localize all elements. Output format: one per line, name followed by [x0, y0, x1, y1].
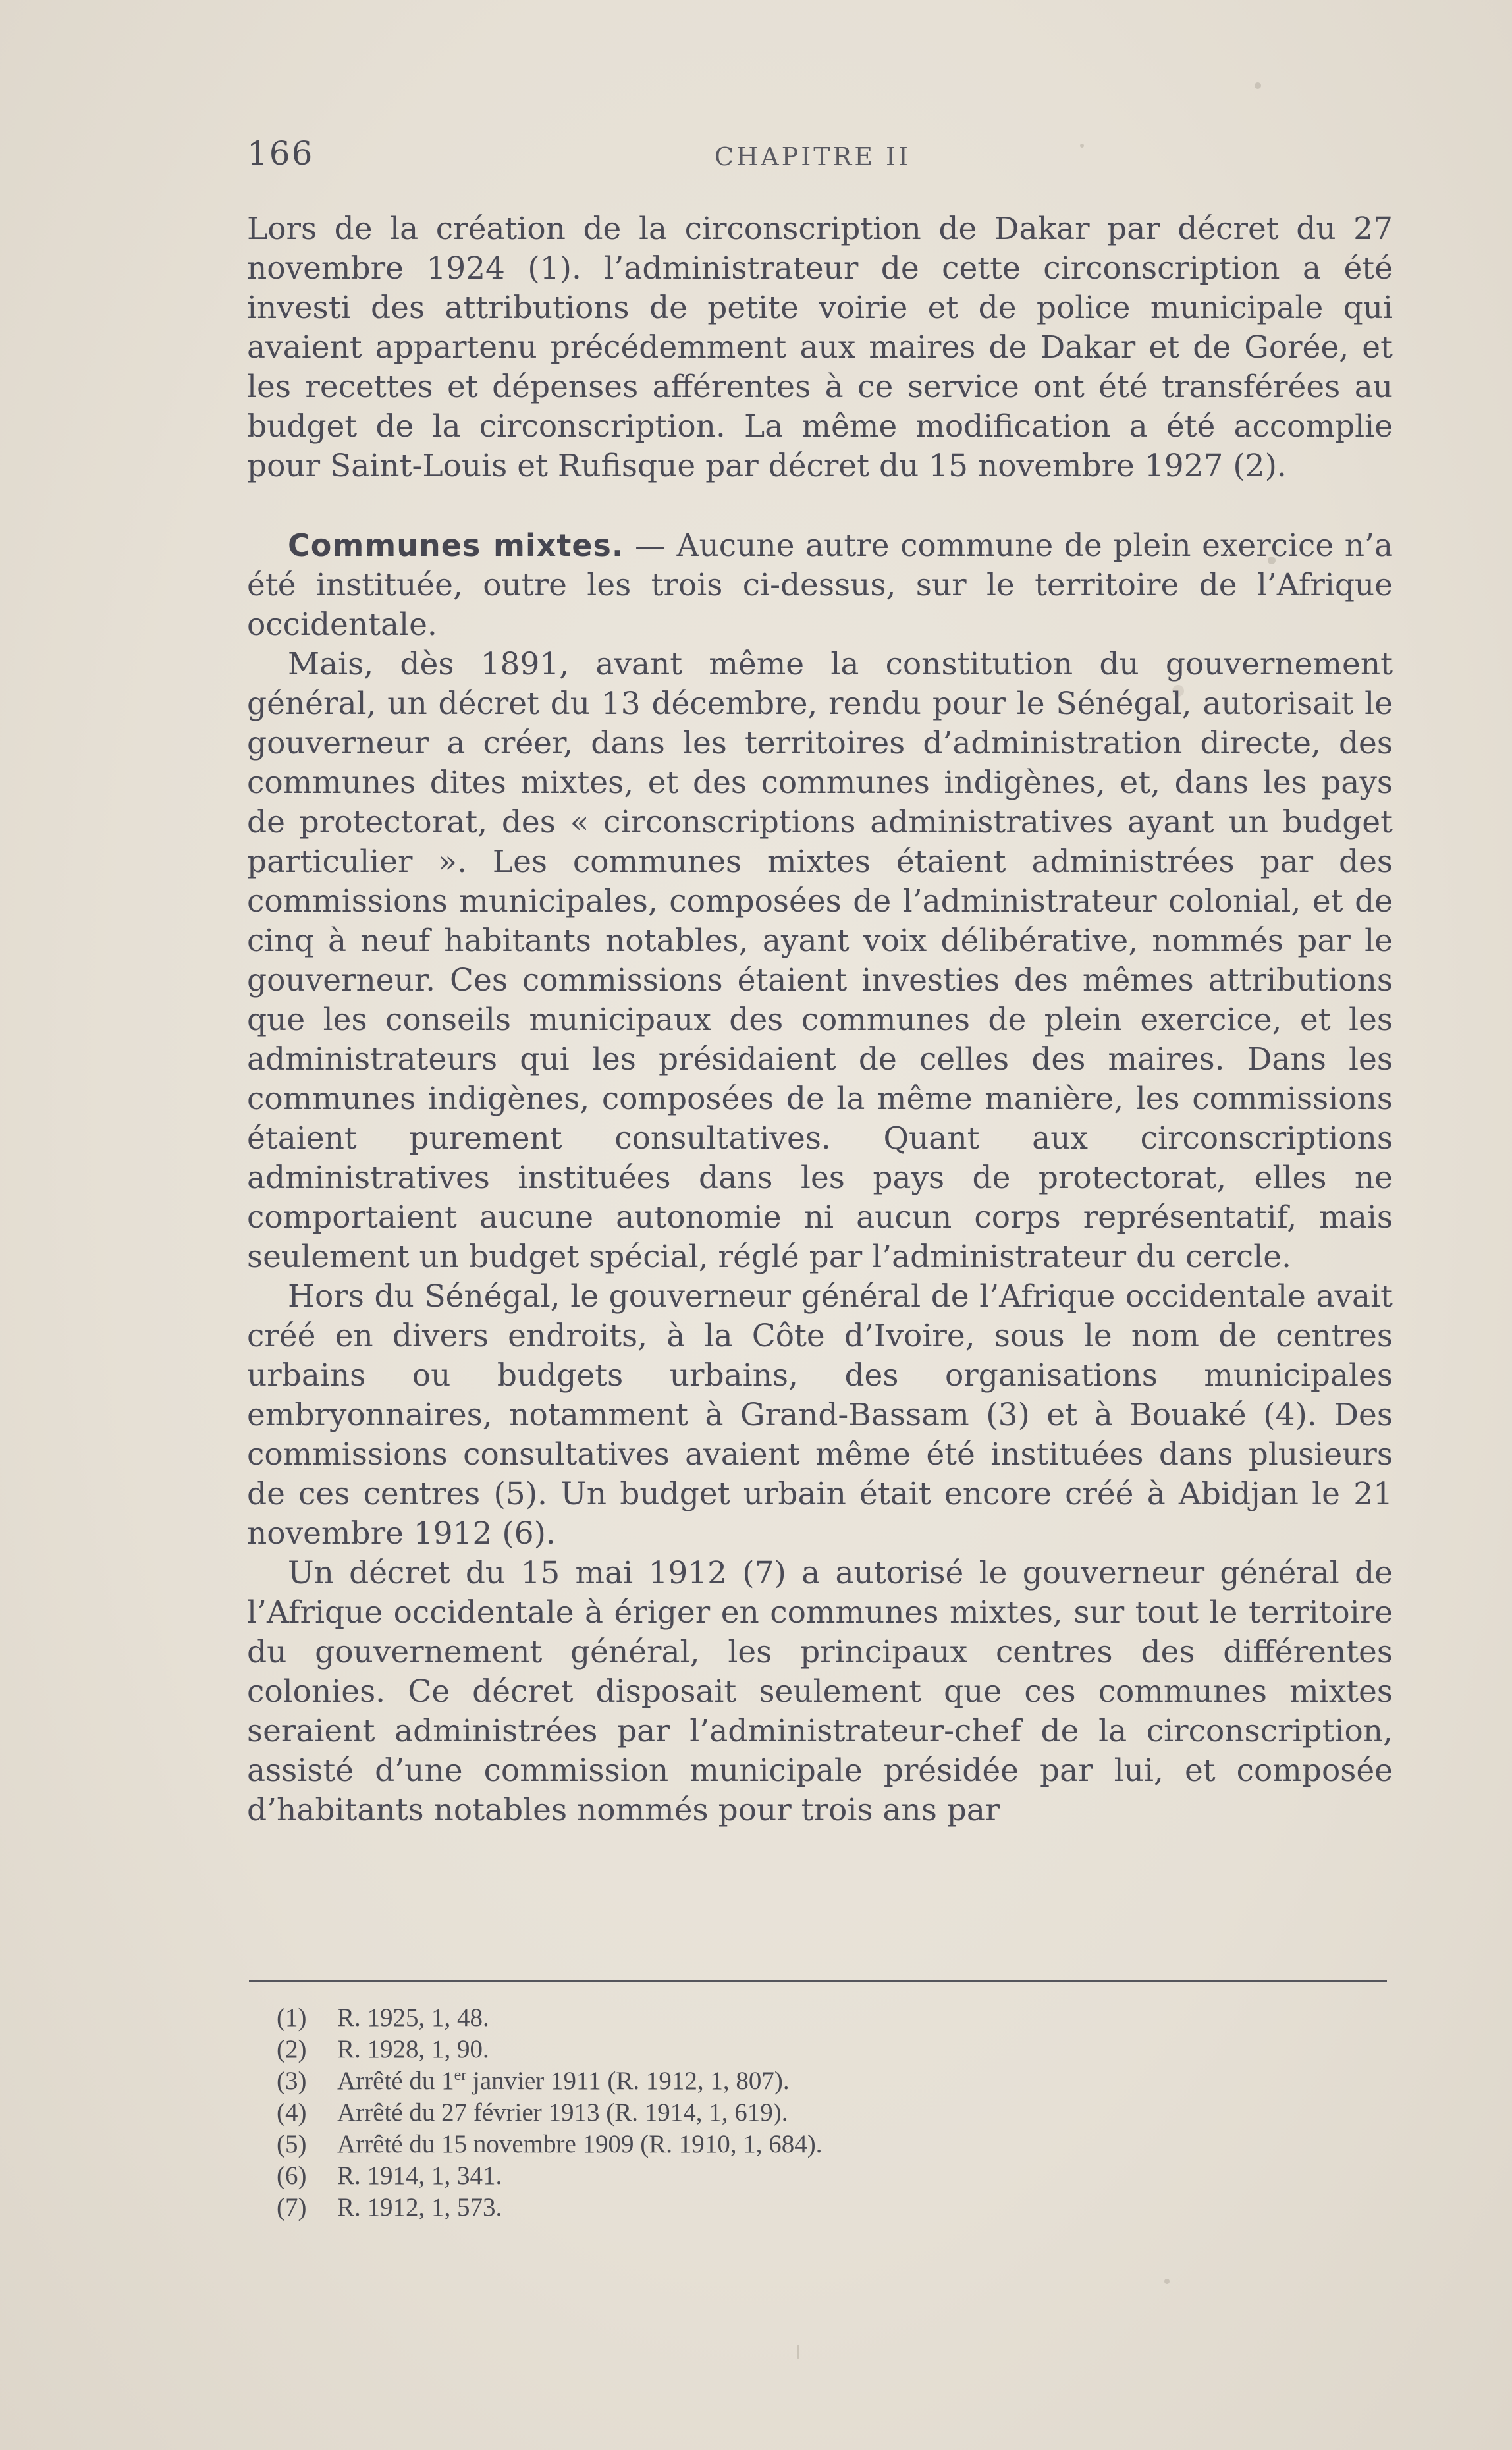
footnote-text: R. 1928, 1, 90. — [337, 2035, 489, 2063]
footnote — [277, 2129, 1330, 2160]
section-title: Communes mixtes. — [288, 528, 624, 563]
footnote-divider — [249, 1980, 1387, 1982]
footnote-text: Arrêté du 15 novembre 1909 (R. 1910, 1, 684). — [337, 2130, 823, 2158]
footnote-text: R. 1925, 1, 48. — [337, 2003, 489, 2032]
footnote-marker: (2) — [277, 2035, 307, 2063]
paragraph: Lors de la création de la circonscription de Dakar par décret du 27 novembre 1924 (1). l’administrateur de cette circonscription a été investi des attributions de petite voirie et de police municipale qui avaient appartenu précédemment aux maires de Dakar et de Gorée, et les recettes et dépenses afférentes à ce service ont été transférées au budget de la circonscription. La même modification a été accomplie pour Saint-Louis et Rufisque par décret du 15 novembre 1927 (2). — [247, 211, 1393, 484]
paragraph: Un décret du 15 mai 1912 (7) a autorisé le gouverneur général de l’Afrique occidentale à ériger en communes mixtes, sur tout le territoire du gouvernement général, les principaux centres des différentes colonies. Ce décret disposait seulement que ces communes mixtes seraient administrées par l’administrateur-chef de la circonscription, assisté d’une commission municipale présidée par lui, et composée d’habitants notables nommés pour trois ans par — [247, 1555, 1393, 1828]
footnote-text-start: Arrêté du 1 — [337, 2067, 454, 2095]
footnote — [277, 2097, 1330, 2129]
footnote-marker: (7) — [277, 2193, 307, 2221]
footnote-text: Arrêté du 27 février 1913 (R. 1914, 1, 619). — [337, 2098, 788, 2127]
footnote-marker: (5) — [277, 2130, 307, 2158]
footnote-text: R. 1912, 1, 573. — [337, 2193, 502, 2221]
section-text: — Aucune autre commune de plein exercice n’a été instituée, outre les trois ci-dessus, sur le territoire de l’Afrique occidentale. — [247, 528, 1393, 643]
footnote-marker: (1) — [277, 2003, 307, 2032]
paragraph: Hors du Sénégal, le gouverneur général de l’Afrique occidentale avait créé en divers endroits, à la Côte d’Ivoire, sous le nom de centres urbains ou budgets urbains, des organisations municipales embryonnaires, notamment à Grand-Bassam (3) et à Bouaké (4). Des commissions consultatives avaient même été instituées dans plusieurs de ces centres (5). Un budget urbain était encore créé à Abidjan le 21 novembre 1912 (6). — [247, 1278, 1393, 1552]
paper-speck — [1164, 2279, 1170, 2284]
footnote — [277, 2192, 1330, 2223]
section-paragraph — [247, 526, 1393, 645]
paper-speck — [1255, 82, 1261, 89]
page-header — [247, 134, 1393, 174]
footnote — [277, 2002, 1330, 2034]
footnote — [277, 2160, 1330, 2192]
paragraph: Mais, dès 1891, avant même la constitution du gouvernement général, un décret du 13 décembre, rendu pour le Sénégal, autorisait le gouverneur a créer, dans les territoires d’administration directe, des communes dites mixtes, et des communes indigènes, et, dans les pays de protectorat, des « circonscriptions administratives ayant un budget particulier ». Les communes mixtes étaient administrées par des commissions municipales, composées de l’administrateur colonial, et de cinq à neuf habitants notables, ayant voix délibérative, nommés par le gouverneur. Ces commissions étaient investies des mêmes attributions que les conseils municipaux des communes de plein exercice, et les administrateurs qui les présidaient de celles des maires. Dans les communes indigènes, composées de la même manière, les commissions étaient purement consultatives. Quant aux circonscriptions administratives instituées dans les pays de protectorat, elles ne comportaient aucune autonomie ni aucun corps représentatif, mais seulement un budget spécial, réglé par l’administrateur du cercle. — [247, 646, 1393, 1275]
footnote-text — [337, 2065, 790, 2097]
footnote-marker: (4) — [277, 2098, 307, 2127]
footnote-text: R. 1914, 1, 341. — [337, 2162, 502, 2190]
footnote-ordinal: er — [454, 2067, 467, 2084]
footnote-marker: (6) — [277, 2162, 307, 2190]
paper-speck — [797, 2345, 799, 2359]
footnote — [277, 2065, 1330, 2097]
body-text — [247, 209, 1393, 1830]
footnotes — [277, 2002, 1330, 2223]
page-number: 166 — [247, 134, 314, 173]
footnote — [277, 2034, 1330, 2065]
footnote-marker: (3) — [277, 2067, 307, 2095]
footnote-text-end: janvier 1911 (R. 1912, 1, 807). — [466, 2067, 790, 2095]
running-head: CHAPITRE II — [715, 142, 911, 171]
